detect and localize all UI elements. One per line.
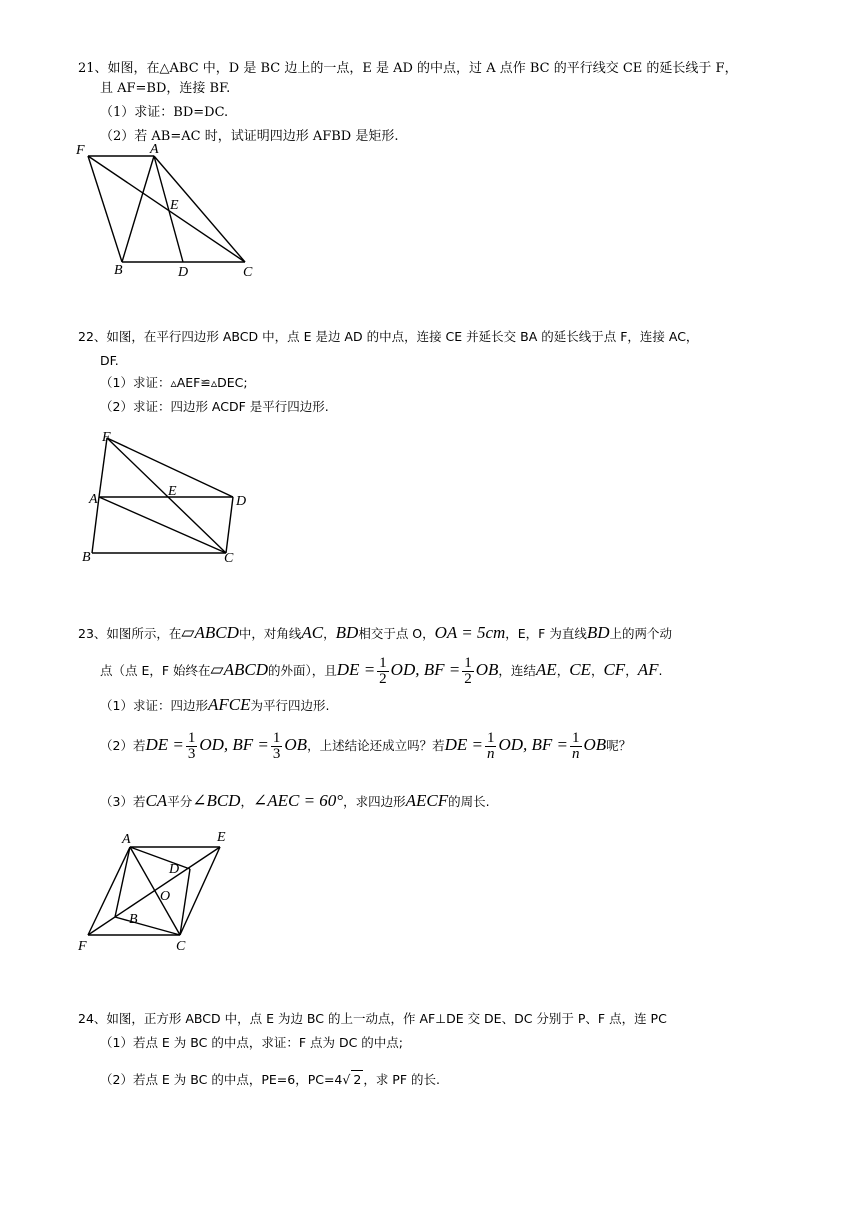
q23-fraction-half: $\frac{1}{2}$	[464, 655, 472, 687]
q23-ae: AE	[535, 660, 557, 679]
q23-label-o: O	[160, 889, 171, 904]
q23-od-bf: OD, BF =	[390, 660, 461, 679]
q23-part-3	[100, 792, 490, 812]
q23-label-c: C	[176, 939, 186, 954]
q23-text: 的外面），且	[268, 663, 337, 678]
q23-text: ，	[240, 794, 253, 809]
q23-fraction-nth: $\frac{1}{n}$	[486, 730, 495, 762]
q23-text: 为平行四边形.	[250, 698, 330, 713]
q23-label-e: E	[217, 830, 226, 845]
q23-text: 上的两个动	[609, 626, 673, 641]
q22-label-a: A	[89, 492, 98, 507]
q23-text: 呢？	[606, 738, 632, 753]
q23-text: 平分	[167, 794, 193, 809]
q23-af: AF	[637, 660, 659, 679]
q22-line-2: DF.	[100, 353, 119, 368]
q21-label-d: D	[178, 265, 189, 280]
q23-text: （3）若	[100, 794, 146, 809]
q22-label-d: D	[236, 494, 247, 509]
q23-de: DE =	[145, 735, 184, 754]
q22-figure	[78, 425, 258, 570]
q23-part-2	[100, 730, 631, 762]
q22-label-c: C	[224, 551, 234, 566]
q23-label-a: A	[122, 832, 131, 847]
q21-line-1: 21、如图，在△ABC 中，D 是 BC 边上的一点，E 是 AD 的中点，过 A 点作 BC 的平行线交 CE 的延长线于 F，	[78, 61, 738, 76]
q23-parallelogram: ▱ABCD	[210, 660, 269, 679]
q23-angle-aec: ∠AEC = 60°	[252, 791, 344, 810]
q21-label-f: F	[76, 143, 85, 158]
q23-bd: BD	[335, 623, 359, 642]
q23-fraction-half: $\frac{1}{2}$	[379, 655, 387, 687]
q23-text: 相交于点 O，	[358, 626, 435, 641]
q24-line-1: 24、如图，正方形 ABCD 中，点 E 为边 BC 的上一动点，作 AF⊥DE 交 DE、DC 分别于 P、F 点，连 PC	[78, 1011, 667, 1026]
q23-aecf: AECF	[405, 791, 449, 810]
q23-od-bf: OD, BF =	[498, 735, 569, 754]
q23-text: （2）若	[100, 738, 146, 753]
q23-de: DE =	[444, 735, 483, 754]
q21-part-1: （1）求证：BD=DC.	[100, 105, 229, 120]
q23-ob: OB	[583, 735, 607, 754]
q23-text: （1）求证：四边形	[100, 698, 208, 713]
q23-text: ，E，F 为直线	[505, 626, 587, 641]
q23-label-d: D	[169, 862, 180, 877]
q23-angle-bcd: ∠BCD	[192, 791, 241, 810]
q23-line-1	[78, 624, 672, 644]
q23-text: 点（点 E，F 始终在	[100, 663, 211, 678]
q22-part-1: （1）求证：▵AEF≌▵DEC;	[100, 375, 248, 390]
q23-text: 中，对角线	[238, 626, 302, 641]
q22-label-b: B	[82, 550, 91, 565]
q22-line-1: 22、如图，在平行四边形 ABCD 中，点 E 是边 AD 的中点，连接 CE 并延长交 BA 的延长线于点 F，连接 AC，	[78, 329, 699, 344]
q24-sqrt	[351, 1070, 363, 1089]
q24-text: ，求 PF 的长.	[363, 1072, 440, 1087]
q21-label-e: E	[170, 198, 179, 213]
q21-label-a: A	[150, 142, 159, 157]
q21-line-2: 且 AF=BD，连接 BF.	[100, 81, 231, 96]
q23-text: ，上述结论还成立吗？若	[307, 738, 445, 753]
q23-label-b: B	[129, 912, 138, 927]
q24-part-2: （2）若点 E 为 BC 的中点，PE=6，PC=4√ 2 ，求 PF 的长.	[100, 1072, 440, 1087]
q21-part-2: （2）若 AB=AC 时，试证明四边形 AFBD 是矩形.	[100, 129, 399, 144]
q22-part-2: （2）求证：四边形 ACDF 是平行四边形.	[100, 399, 329, 414]
q23-cf: CF	[603, 660, 626, 679]
q23-od-bf: OD, BF =	[199, 735, 269, 754]
q23-bd: BD	[586, 623, 610, 642]
q24-radicand: 2	[353, 1072, 362, 1087]
q23-text: ，	[556, 663, 570, 678]
q23-text: ，求四边形	[343, 794, 406, 809]
q23-line-2	[100, 656, 662, 687]
q23-ac: AC	[301, 623, 324, 642]
q22-label-e: E	[168, 484, 177, 499]
q23-fraction-third: $\frac{1}{3}$	[272, 730, 281, 762]
q23-ca: CA	[145, 791, 168, 810]
q23-ob: OB	[284, 735, 308, 754]
q21-label-c: C	[243, 265, 253, 280]
q23-text: ，	[323, 626, 336, 641]
q23-ce: CE	[569, 660, 591, 679]
q23-text: 的周长.	[448, 794, 490, 809]
q23-text: ，	[590, 663, 604, 678]
q23-parallelogram: ▱ABCD	[181, 623, 239, 642]
q23-text: ，连结	[498, 663, 536, 678]
q24-part-1: （1）若点 E 为 BC 的中点，求证：F 点为 DC 的中点;	[100, 1035, 404, 1050]
q23-ob: OB	[475, 660, 499, 679]
q21-figure	[70, 140, 270, 285]
q23-de: DE =	[336, 660, 376, 679]
q23-text: ，	[625, 663, 638, 678]
q23-text: .	[658, 663, 663, 678]
q23-fraction-nth: $\frac{1}{n}$	[572, 730, 580, 762]
q23-oa: OA = 5cm	[434, 623, 506, 642]
q22-label-f: F	[102, 430, 111, 445]
q23-text: 23、如图所示，在	[78, 626, 182, 641]
q23-label-f: F	[78, 939, 87, 954]
q24-text: （2）若点 E 为 BC 的中点，PE=6，PC=4	[100, 1072, 343, 1087]
q23-fraction-third: $\frac{1}{3}$	[187, 730, 196, 762]
q23-part-1	[100, 696, 329, 716]
q23-figure	[70, 825, 250, 960]
q23-afce: AFCE	[207, 695, 251, 714]
q21-label-b: B	[114, 263, 123, 278]
